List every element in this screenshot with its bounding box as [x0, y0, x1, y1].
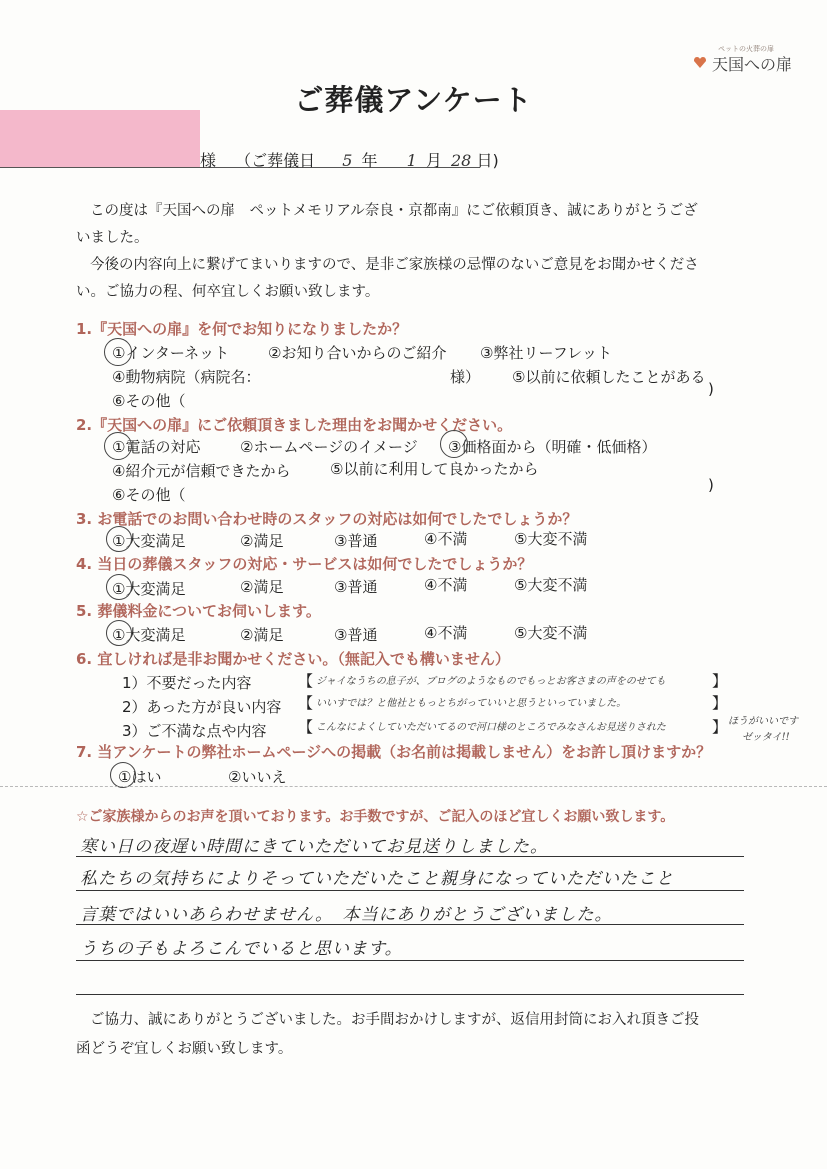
q1-option-previous[interactable]: ⑤以前に依頼したことがある: [512, 368, 706, 386]
redacted-name: [0, 110, 200, 168]
funeral-date-label: （ご葬儀日: [235, 151, 316, 170]
footer-line-2: 函どうぞ宜しくお願い致します。: [76, 1041, 293, 1057]
q6-unneeded-label: 1）不要だった内容: [122, 674, 252, 692]
q6-wanted-label: 2）あった方が良い内容: [122, 698, 282, 716]
q6-answer1-close-bracket: 】: [712, 672, 728, 690]
q1-other-close: ): [708, 380, 714, 398]
question-5: 5. 葬儀料金についてお伺いします。: [76, 602, 321, 620]
q5-dissatisfied[interactable]: ④不満: [424, 624, 468, 642]
q7-option-yes[interactable]: ①はい: [118, 768, 162, 786]
q2-selected-circle-1: [104, 432, 132, 460]
q2-option-other[interactable]: ⑥その他（: [112, 486, 186, 504]
q3-selected-circle: [106, 526, 132, 552]
comment-line-1[interactable]: 寒い日の夜遅い時間にきていただいてお見送りしました。: [80, 837, 548, 857]
funeral-month-value: 1: [406, 151, 417, 170]
comment-rule-3: [76, 924, 744, 925]
funeral-year-value: 5: [342, 151, 353, 170]
q4-very-satisfied[interactable]: ①大変満足: [112, 580, 186, 598]
q4-very-dissatisfied[interactable]: ⑤大変不満: [514, 576, 588, 594]
comment-rule-4: [76, 960, 744, 961]
q5-neutral[interactable]: ③普通: [334, 626, 378, 644]
question-3: 3. お電話でのお問い合わせ時のスタッフの対応は如何でしたでしょうか？: [76, 510, 578, 528]
q2-option-phone[interactable]: ①電話の対応: [112, 438, 201, 456]
q6-answer3-close-bracket: 】: [712, 718, 728, 736]
comment-line-3[interactable]: 言葉ではいいあらわせません。 本当にありがとうございました。: [80, 905, 613, 925]
q2-option-used-before[interactable]: ⑤以前に利用して良かったから: [330, 460, 539, 478]
month-label: 月: [425, 151, 442, 170]
company-logo: [690, 44, 810, 76]
q2-selected-circle-3: [440, 430, 468, 458]
name-date-row: [200, 148, 499, 171]
q2-option-trusted[interactable]: ④紹介元が信頼できたから: [112, 462, 291, 480]
q6-answer3-open-bracket: 【: [298, 718, 314, 736]
comment-line-2[interactable]: 私たちの気持ちによりそっていただいたこと親身になっていただいたこと: [80, 869, 674, 889]
q1-option-internet[interactable]: ①インターネット: [112, 344, 230, 362]
q6-answer1-open-bracket: 【: [298, 672, 314, 690]
funeral-day-value: 28: [451, 151, 472, 170]
day-label: 日): [476, 151, 499, 170]
q2-option-homepage[interactable]: ②ホームページのイメージ: [240, 438, 418, 456]
q4-satisfied[interactable]: ②満足: [240, 578, 284, 596]
q1-option-vet[interactable]: ④動物病院（病院名：: [112, 368, 261, 386]
footer-line-1: ご協力、誠にありがとうございました。お手間おかけしますが、返信用封筒にお入れ頂きご投: [90, 1012, 699, 1028]
page-title: ご葬儀アンケート: [294, 83, 533, 117]
q5-selected-circle: [106, 620, 132, 646]
q3-very-satisfied[interactable]: ①大変満足: [112, 532, 186, 550]
section-divider: [0, 786, 827, 787]
logo-tagline: ペットの火葬の扉: [718, 45, 774, 53]
intro-line-2: いました。: [76, 230, 149, 246]
comment-rule-2: [76, 890, 744, 891]
intro-line-1: この度は『天国への扉 ペットメモリアル奈良・京都南』にご依頼頂き、誠にありがとうござ: [90, 203, 698, 219]
footer-paragraph: [76, 1006, 756, 1064]
q1-option-referral[interactable]: ②お知り合いからのご紹介: [268, 344, 447, 362]
q5-satisfied[interactable]: ②満足: [240, 626, 284, 644]
paw-heart-icon: [692, 54, 708, 70]
intro-line-4: い。ご協力の程、何卒宜しくお願い致します。: [76, 284, 380, 300]
q1-selected-circle: [104, 338, 132, 366]
question-7: 7. 当アンケートの弊社ホームページへの掲載（お名前は掲載しません）をお許し頂けますか？: [76, 743, 712, 761]
comment-notice: ☆ご家族様からのお声を頂いております。お手数ですが、ご記入のほど宜しくお願い致します。: [76, 809, 675, 825]
q3-satisfied[interactable]: ②満足: [240, 532, 284, 550]
comment-rule-1: [76, 856, 744, 857]
q3-neutral[interactable]: ③普通: [334, 532, 378, 550]
intro-line-3: 今後の内容向上に繋げてまいりますので、是非ご家族様の忌憚のないご意見をお聞かせくださ: [90, 257, 699, 273]
question-6: 6. 宜しければ是非お聞かせください。（無記入でも構いません）: [76, 650, 510, 668]
comment-line-4[interactable]: うちの子もよろこんでいると思います。: [80, 939, 403, 959]
q7-option-no[interactable]: ②いいえ: [228, 768, 287, 786]
question-1: 1.『天国への扉』を何でお知りになりましたか？: [76, 320, 408, 338]
q6-answer-complaint-emphasis: ゼッタイ!!: [742, 732, 790, 743]
sama-label: 様: [200, 151, 217, 170]
question-2: 2.『天国への扉』にご依頼頂きました理由をお聞かせください。: [76, 416, 513, 434]
q4-dissatisfied[interactable]: ④不満: [424, 576, 468, 594]
year-label: 年: [361, 151, 378, 170]
q2-other-close: ): [708, 476, 714, 494]
question-4: 4. 当日の葬儀スタッフの対応・サービスは如何でしたでしょうか？: [76, 555, 533, 573]
q4-selected-circle: [106, 574, 132, 600]
q4-neutral[interactable]: ③普通: [334, 578, 378, 596]
q6-answer-complaint-overflow: ほうがいいです: [728, 716, 798, 727]
q2-option-price[interactable]: ③価格面から（明確・低価格）: [448, 438, 657, 456]
q1-option-leaflet[interactable]: ③弊社リーフレット: [480, 344, 612, 362]
q1-vet-suffix: 様）: [450, 368, 481, 386]
q3-dissatisfied[interactable]: ④不満: [424, 530, 468, 548]
q6-answer2-close-bracket: 】: [712, 694, 728, 712]
q6-answer2-open-bracket: 【: [298, 694, 314, 712]
q7-selected-circle: [110, 762, 136, 788]
q5-very-dissatisfied[interactable]: ⑤大変不満: [514, 624, 588, 642]
logo-name: 天国への扉: [712, 55, 793, 74]
q6-answer-unneeded[interactable]: ジャイなうちの息子が、ブログのようなものでもっとお客さまの声をのせても: [316, 676, 666, 687]
q5-very-satisfied[interactable]: ①大変満足: [112, 626, 186, 644]
q1-option-other[interactable]: ⑥その他（: [112, 392, 186, 410]
q6-answer-wanted[interactable]: いいすでは？と他社ともっとちがっていいと思うといっていました。: [316, 698, 627, 709]
q6-answer-complaint[interactable]: こんなによくしていただいてるので河口様のところでみなさんお見送りされた: [316, 722, 666, 733]
q3-very-dissatisfied[interactable]: ⑤大変不満: [514, 530, 588, 548]
intro-paragraph: [76, 198, 756, 306]
q6-complaint-label: 3）ご不満な点や内容: [122, 722, 267, 740]
comment-rule-5: [76, 994, 744, 995]
